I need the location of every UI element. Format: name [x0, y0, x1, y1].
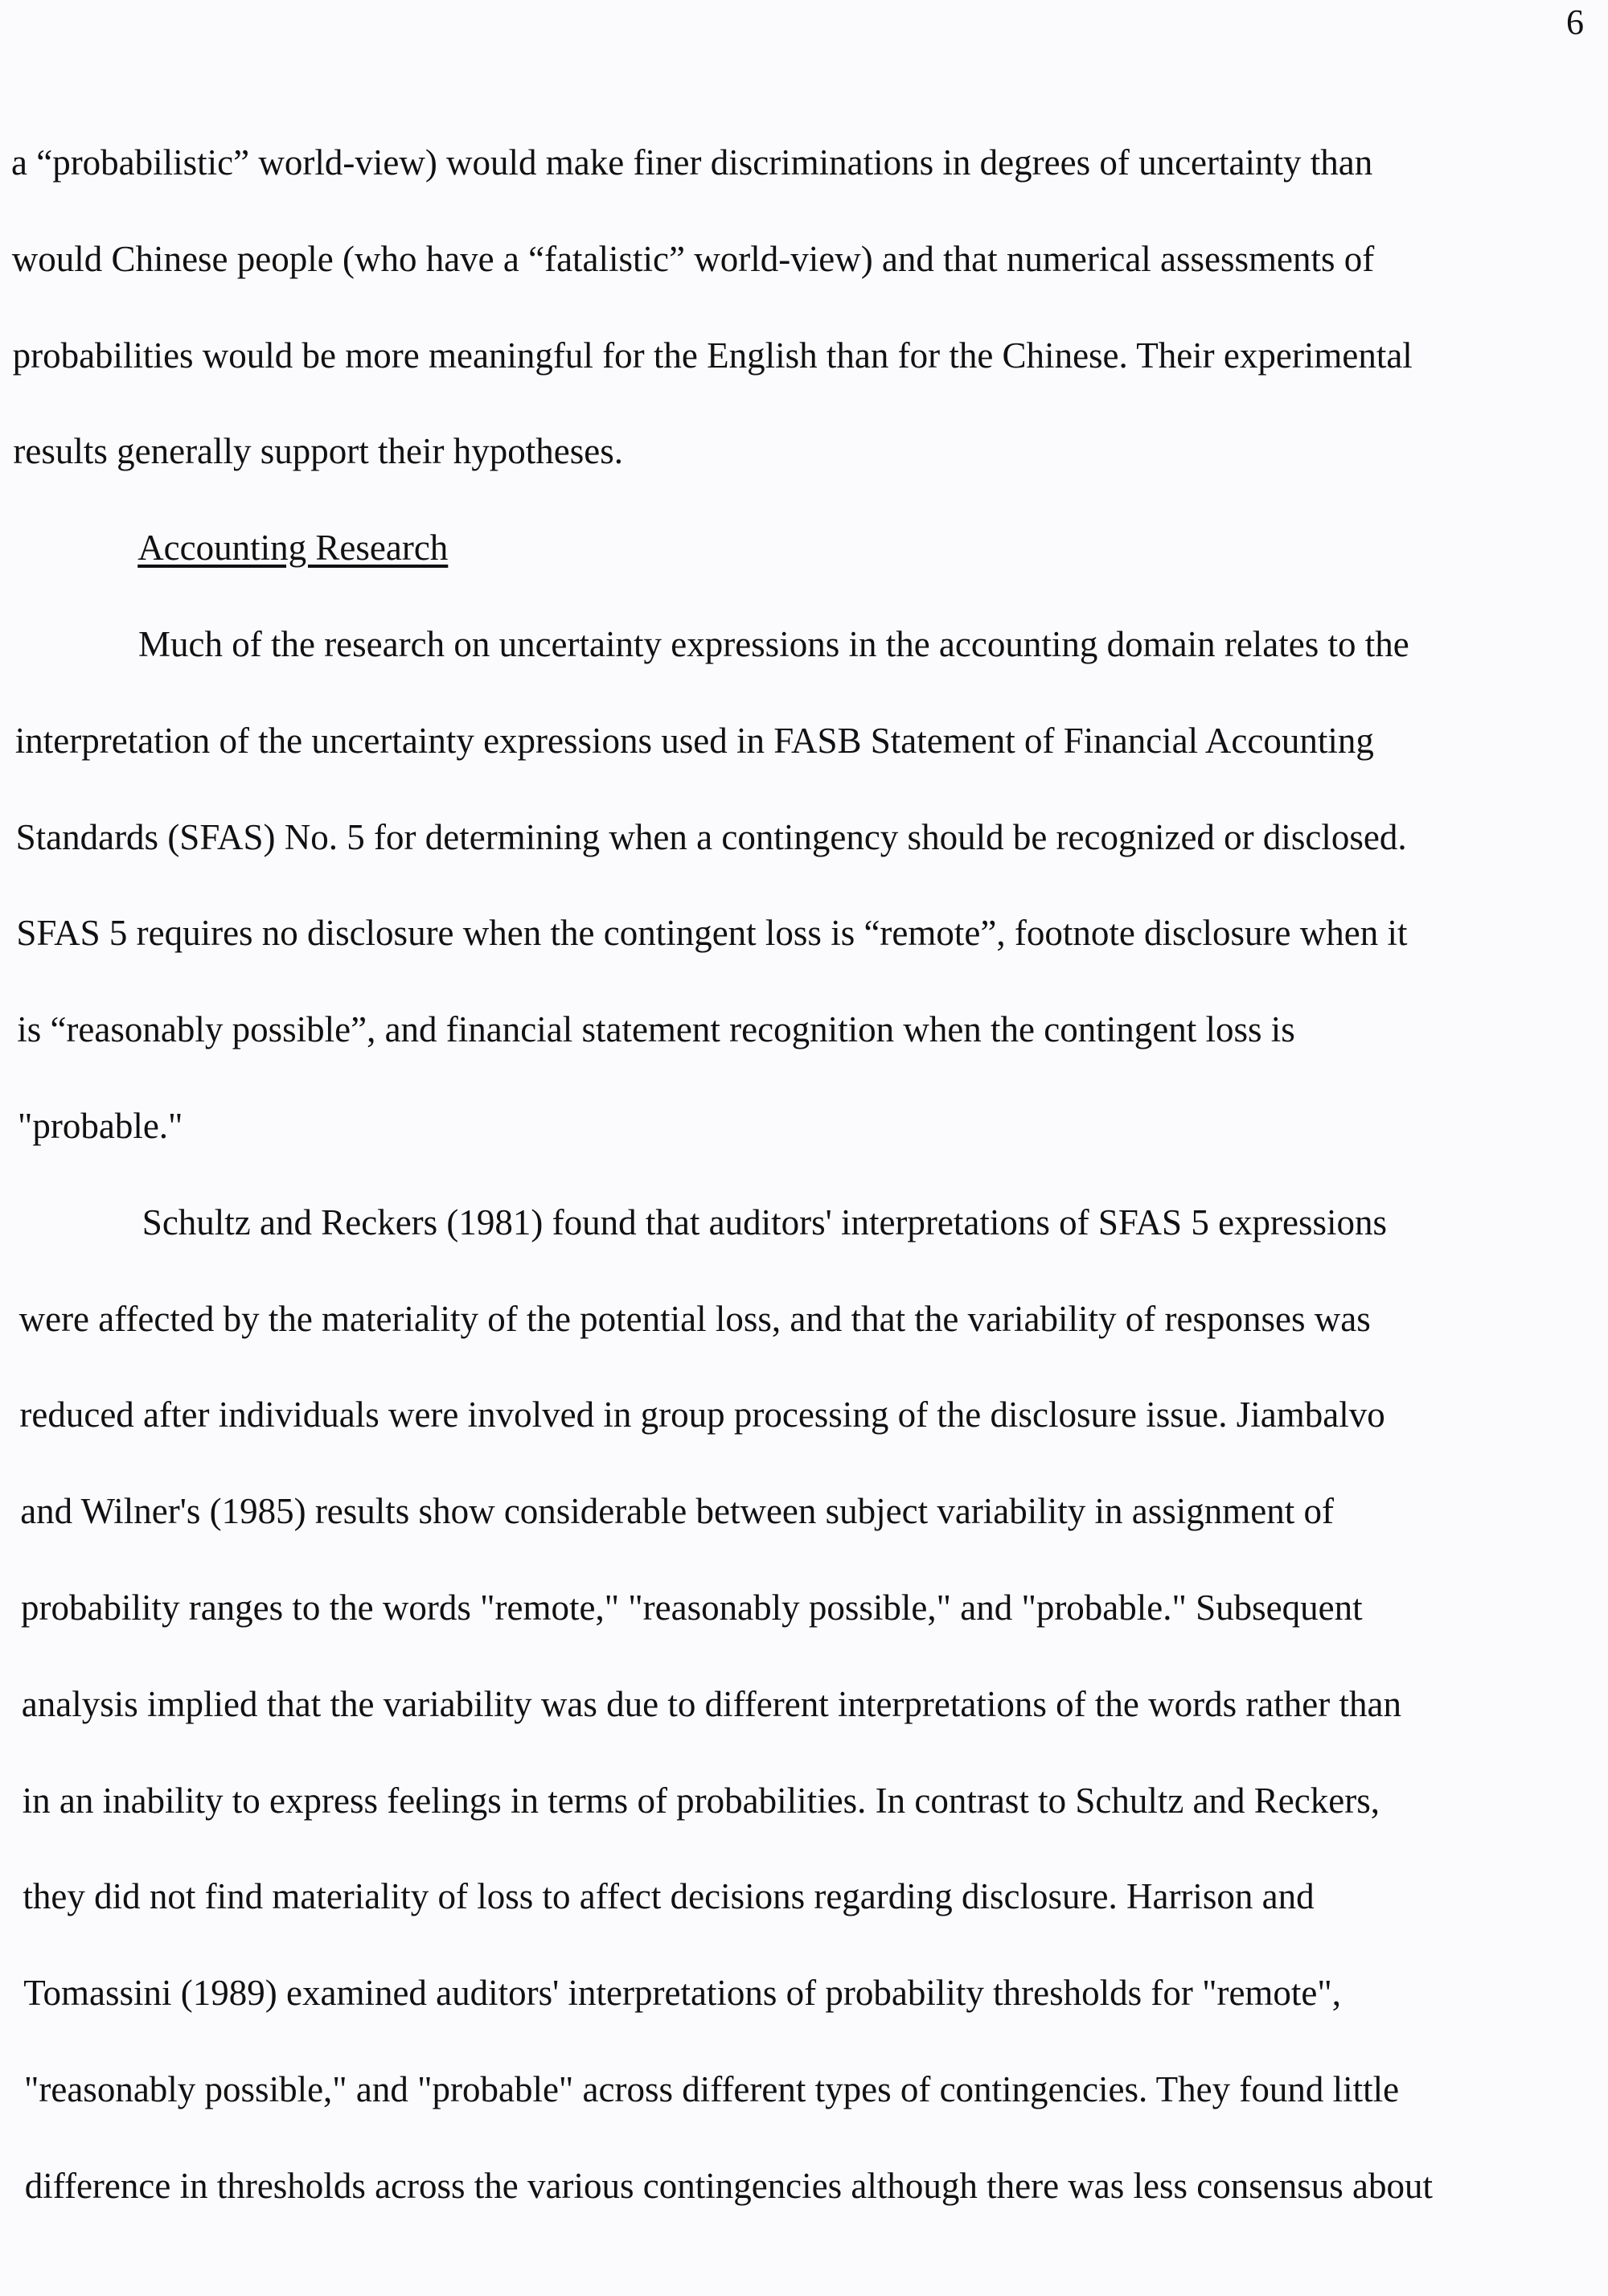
- text-line: a “probabilistic” world-view) would make finer discriminations in degrees of uncertainty than: [11, 142, 1373, 183]
- text-line: would Chinese people (who have a “fatalistic” world-view) and that numerical assessments of: [11, 238, 1375, 279]
- page-number: 6: [1566, 2, 1584, 42]
- section-heading: Accounting Research: [137, 528, 449, 569]
- text-line: they did not find materiality of loss to affect decisions regarding disclosure. Harrison and: [23, 1876, 1315, 1917]
- text-line: Much of the research on uncertainty expressions in the accounting domain relates to the: [138, 624, 1409, 664]
- text-line: results generally support their hypotheses.: [13, 431, 623, 472]
- text-line: were affected by the materiality of the potential loss, and that the variability of responses was: [18, 1298, 1371, 1339]
- text-line: difference in thresholds across the various contingencies although there was less consensus about: [24, 2165, 1433, 2206]
- text-line: "reasonably possible," and "probable" across different types of contingencies. They found little: [24, 2069, 1400, 2109]
- text-line: SFAS 5 requires no disclosure when the contingent loss is “remote”, footnote disclosure when it: [16, 913, 1408, 954]
- text-line: analysis implied that the variability was due to different interpretations of the words rather than: [21, 1683, 1401, 1724]
- text-line: is “reasonably possible”, and financial statement recognition when the contingent loss is: [17, 1009, 1295, 1050]
- text-line: probability ranges to the words "remote," "reasonably possible," and "probable." Subsequent: [21, 1587, 1363, 1628]
- text-line: interpretation of the uncertainty expressions used in FASB Statement of Financial Accounting: [14, 720, 1374, 761]
- text-line: "probable.": [18, 1106, 183, 1146]
- text-line: Standards (SFAS) No. 5 for determining when a contingency should be recognized or disclosed.: [15, 816, 1407, 857]
- text-line: in an inability to express feelings in terms of probabilities. In contrast to Schultz and Reckers,: [22, 1780, 1380, 1821]
- text-line: reduced after individuals were involved in group processing of the disclosure issue. Jiambalvo: [19, 1394, 1385, 1436]
- text-line: and Wilner's (1985) results show considerable between subject variability in assignment of: [20, 1491, 1335, 1532]
- text-line: Tomassini (1989) examined auditors' interpretations of probability thresholds for "remote",: [23, 1973, 1342, 2014]
- text-line: probabilities would be more meaningful for the English than for the Chinese. Their experimental: [12, 335, 1413, 376]
- text-line: Schultz and Reckers (1981) found that auditors' interpretations of SFAS 5 expressions: [142, 1201, 1388, 1242]
